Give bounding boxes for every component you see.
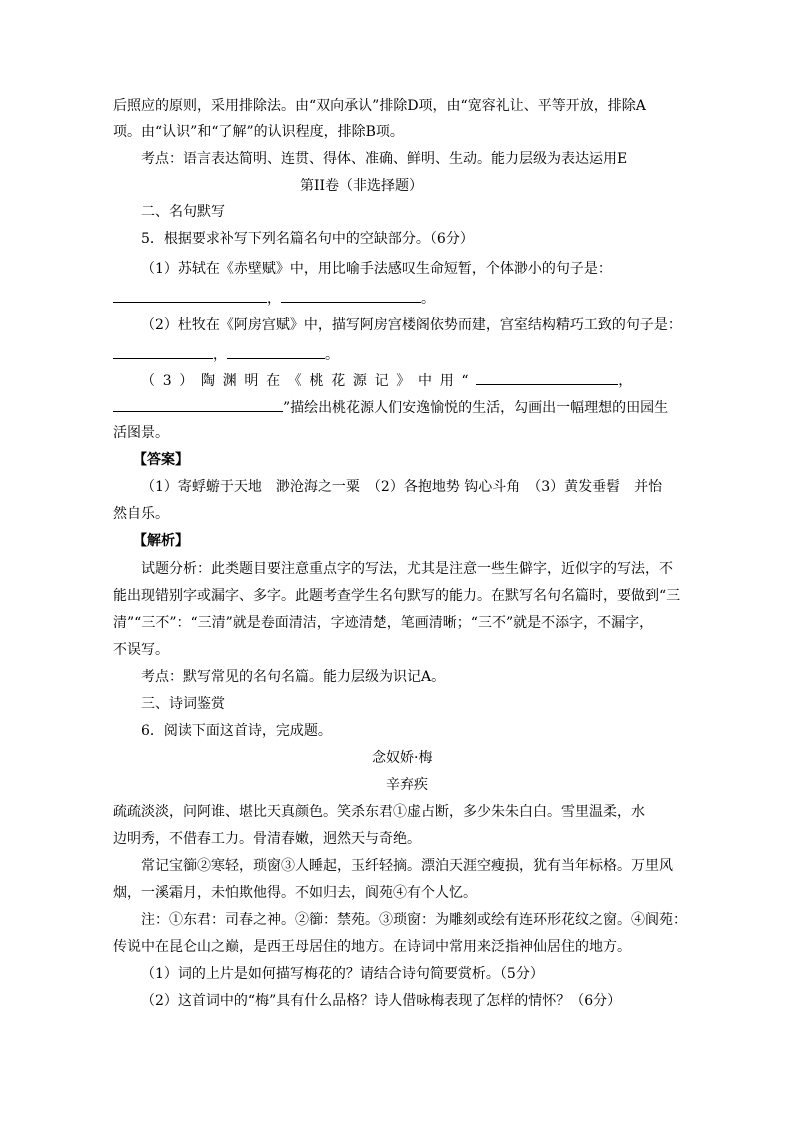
analysis-text: 能出现错别字或漏字、多字。此题考查学生名句默写的能力。在默写名句名篇时，要做到“三: [113, 588, 681, 604]
comma: ，: [213, 347, 227, 363]
exam-point: 考点：语言表达简明、连贯、得体、准确、鲜明、生动。能力层级为表达运用E: [141, 151, 628, 167]
question-6-1: （1）词的上片是如何描写梅花的？请结合诗句简要赏析。（5分）: [141, 966, 544, 982]
exam-point: 考点：默写常见的名句名篇。能力层级为识记A。: [141, 669, 446, 685]
answer-text: 然自乐。: [113, 506, 169, 522]
answer-blank[interactable]: [113, 397, 283, 412]
period: 。: [325, 347, 339, 363]
question-6-2: （2）这首词中的“梅”具有什么品格？诗人借咏梅表现了怎样的情怀？（6分）: [141, 993, 622, 1009]
question-5-3-text: （3）陶渊明在《桃花源记》中用“: [141, 373, 477, 389]
answer-blank[interactable]: [476, 370, 618, 385]
answer-blank[interactable]: [113, 288, 267, 303]
section-heading: 三、诗词鉴赏: [141, 696, 225, 712]
poem-title: 念奴娇·梅: [372, 750, 433, 766]
question-5-1: （1）苏轼在《赤壁赋》中，用比喻手法感叹生命短暂，个体渺小的句子是：: [141, 261, 612, 277]
poem-notes: 注：①东君：司春之神。②篽：禁苑。③琐窗：为雕刻或绘有连环形花纹之窗。④阆苑：: [141, 912, 687, 928]
answer-blank-line: [113, 344, 339, 364]
answer-blank-line: [113, 288, 435, 308]
question-6: 6．阅读下面这首诗，完成题。: [141, 723, 332, 739]
paragraph-line: 后照应的原则，采用排除法。由“双向承认”排除D项，由“宽容礼让、平等开放，排除A: [113, 98, 646, 114]
period: 。: [421, 291, 435, 307]
answer-blank-line: [113, 397, 668, 417]
paragraph-line: 活图景。: [113, 425, 169, 441]
paragraph-line: 项。由“认识”和“了解”的认识程度，排除B项。: [113, 124, 404, 140]
analysis-text: 不误写。: [113, 642, 169, 658]
section-heading: 二、名句默写: [141, 204, 225, 220]
question-5-3: [141, 370, 632, 390]
comma: ，: [267, 291, 281, 307]
answer-blank[interactable]: [281, 288, 421, 303]
poem-line: 烟，一溪霜月，未怕欺他得。不如归去，阆苑④有个人忆。: [113, 885, 477, 901]
poem-line: 边明秀，不借春工力。骨清春嫩，迥然天与奇绝。: [113, 831, 421, 847]
analysis-text: 试题分析：此类题目要注意重点字的写法，尤其是注意一些生僻字，近似字的写法，不: [141, 561, 673, 577]
poem-author: 辛弃疾: [386, 777, 428, 793]
poem-notes: 传说中在昆仑山之巅，是西王母居住的地方。在诗词中常用来泛指神仙居住的地方。: [113, 939, 631, 955]
question-5-3-continued: ”描绘出桃花源人们安逸愉悦的生活，勾画出一幅理想的田园生: [283, 400, 669, 416]
comma: ，: [618, 373, 633, 389]
answer-blank[interactable]: [113, 344, 213, 359]
answer-text: （1）寄蜉蝣于天地 渺沧海之一粟 （2）各抱地势 钩心斗角 （3）黄发垂髫 并怡: [141, 479, 663, 495]
question-5-2: （2）杜牧在《阿房宫赋》中，描写阿房宫楼阁依势而建，宫室结构精巧工致的句子是：: [141, 317, 682, 333]
analysis-text: 清”“三不”：“三清”就是卷面清洁，字迹清楚，笔画清晰；“三不”就是不添字，不漏字，: [113, 615, 654, 631]
question-5: 5．根据要求补写下列名篇名句中的空缺部分。（6分）: [141, 231, 474, 247]
analysis-heading: 【解析】: [133, 533, 189, 549]
section-title: 第II卷（非选择题）: [300, 178, 424, 194]
answer-blank[interactable]: [227, 344, 325, 359]
answer-heading: 【答案】: [133, 452, 189, 468]
poem-line: 常记宝篽②寒轻，琐窗③人睡起，玉纤轻摘。漂泊天涯空瘦损，犹有当年标格。万里风: [141, 858, 673, 874]
poem-line: 疏疏淡淡，问阿谁、堪比天真颜色。笑杀东君①虚占断，多少朱朱白白。雪里温柔，水: [113, 804, 645, 820]
